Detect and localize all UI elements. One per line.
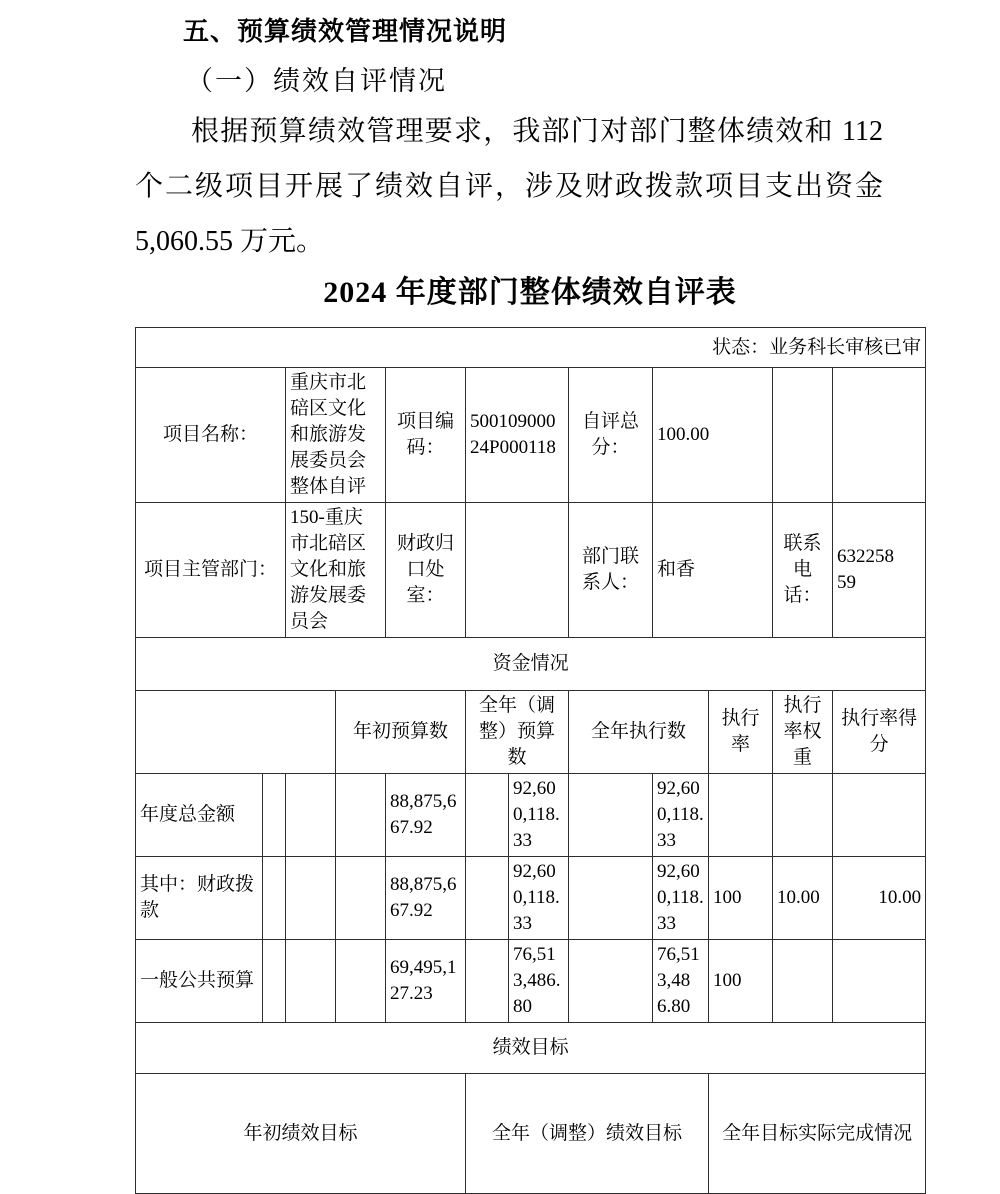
funds-rate-value — [709, 774, 773, 857]
empty-cell — [773, 368, 833, 503]
phone-value: 63225859 — [837, 546, 894, 593]
empty-cell — [466, 940, 509, 1023]
funds-weight-value: 10.00 — [773, 857, 833, 940]
funds-weight-value — [773, 940, 833, 1023]
funds-executed-value: 76,513,486.80 — [653, 940, 709, 1023]
funds-row-label: 一般公共预算 — [136, 940, 263, 1023]
funds-section-header: 资金情况 — [136, 638, 926, 691]
funds-score-value: 10.00 — [833, 857, 926, 940]
funds-row-label: 年度总金额 — [136, 774, 263, 857]
funds-col-header-executed: 全年执行数 — [569, 691, 709, 774]
goals-col-header-initial: 年初绩效目标 — [136, 1074, 466, 1194]
project-name-value: 重庆市北碚区文化和旅游发展委员会整体自评 — [286, 368, 386, 503]
funds-col-header-adjusted: 全年（调整）预算数 — [466, 691, 569, 774]
funds-rate-value: 100 — [709, 940, 773, 1023]
dept-label: 项目主管部门： — [136, 503, 286, 638]
funds-col-header-weight: 执行率权重 — [773, 691, 833, 774]
funds-header-row — [136, 691, 926, 774]
funds-adjusted-value: 92,600,118.33 — [509, 774, 569, 857]
empty-cell — [336, 774, 386, 857]
project-name-label: 项目名称： — [136, 368, 286, 503]
goals-section-row — [136, 1023, 926, 1074]
funds-executed-value: 92,600,118.33 — [653, 774, 709, 857]
empty-cell — [569, 940, 653, 1023]
subsection-heading: （一）绩效自评情况 — [186, 66, 447, 96]
funds-adjusted-value: 76,513,486.80 — [509, 940, 569, 1023]
empty-cell — [466, 857, 509, 940]
empty-cell — [336, 940, 386, 1023]
funds-row-label: 其中：财政拨款 — [136, 857, 263, 940]
funds-executed-value: 92,600,118.33 — [653, 857, 709, 940]
empty-cell — [263, 857, 286, 940]
project-code-label: 项目编码： — [386, 368, 466, 503]
section-heading: 五、预算绩效管理情况说明 — [183, 16, 508, 46]
empty-cell — [263, 940, 286, 1023]
status-row — [136, 328, 926, 368]
funds-initial-value: 69,495,127.23 — [386, 940, 466, 1023]
funds-col-header-score: 执行率得分 — [833, 691, 926, 774]
funds-col-header-initial: 年初预算数 — [336, 691, 466, 774]
empty-cell — [336, 857, 386, 940]
funds-initial-value: 88,875,667.92 — [386, 857, 466, 940]
intro-paragraph: 根据预算绩效管理要求，我部门对部门整体绩效和 112 个二级项目开展了绩效自评，涉及财政拨款项目支出资金 5,060.55 万元。 — [135, 116, 883, 257]
funds-row-total — [136, 774, 926, 857]
empty-cell — [286, 774, 336, 857]
department-info-row — [136, 503, 926, 638]
project-info-row — [136, 368, 926, 503]
empty-cell — [569, 857, 653, 940]
goals-section-header: 绩效目标 — [136, 1023, 926, 1074]
document-page — [0, 14, 1000, 1144]
funds-section-row — [136, 638, 926, 691]
table-title: 2024 年度部门整体绩效自评表 — [323, 276, 737, 309]
self-eval-table — [135, 327, 926, 1194]
empty-cell — [569, 774, 653, 857]
goals-col-header-actual: 全年目标实际完成情况 — [709, 1074, 926, 1194]
empty-cell — [833, 368, 926, 503]
goals-col-header-adjusted: 全年（调整）绩效目标 — [466, 1074, 709, 1194]
funds-row-public-budget — [136, 940, 926, 1023]
status-cell: 状态：业务科长审核已审 — [136, 328, 926, 368]
self-score-value: 100.00 — [653, 368, 773, 503]
funds-rate-value: 100 — [709, 857, 773, 940]
contact-label: 部门联系人： — [569, 503, 653, 638]
goals-header-row — [136, 1074, 926, 1194]
funds-score-value — [833, 940, 926, 1023]
empty-cell — [286, 857, 336, 940]
phone-label: 联系电话： — [773, 503, 833, 638]
funds-col-header-rate: 执行率 — [709, 691, 773, 774]
empty-cell — [466, 774, 509, 857]
dept-value: 150-重庆市北碚区文化和旅游发展委员会 — [286, 503, 386, 638]
contact-value: 和香 — [653, 503, 773, 638]
phone-value-cell — [833, 503, 926, 638]
funds-row-fiscal — [136, 857, 926, 940]
empty-cell — [286, 940, 336, 1023]
funds-adjusted-value: 92,600,118.33 — [509, 857, 569, 940]
funds-initial-value: 88,875,667.92 — [386, 774, 466, 857]
project-code-value: 50010900024P000118 — [466, 368, 569, 503]
self-score-label: 自评总分： — [569, 368, 653, 503]
finance-office-value — [466, 503, 569, 638]
empty-cell — [136, 691, 336, 774]
funds-weight-value — [773, 774, 833, 857]
finance-office-label: 财政归口处室： — [386, 503, 466, 638]
funds-score-value — [833, 774, 926, 857]
empty-cell — [263, 774, 286, 857]
